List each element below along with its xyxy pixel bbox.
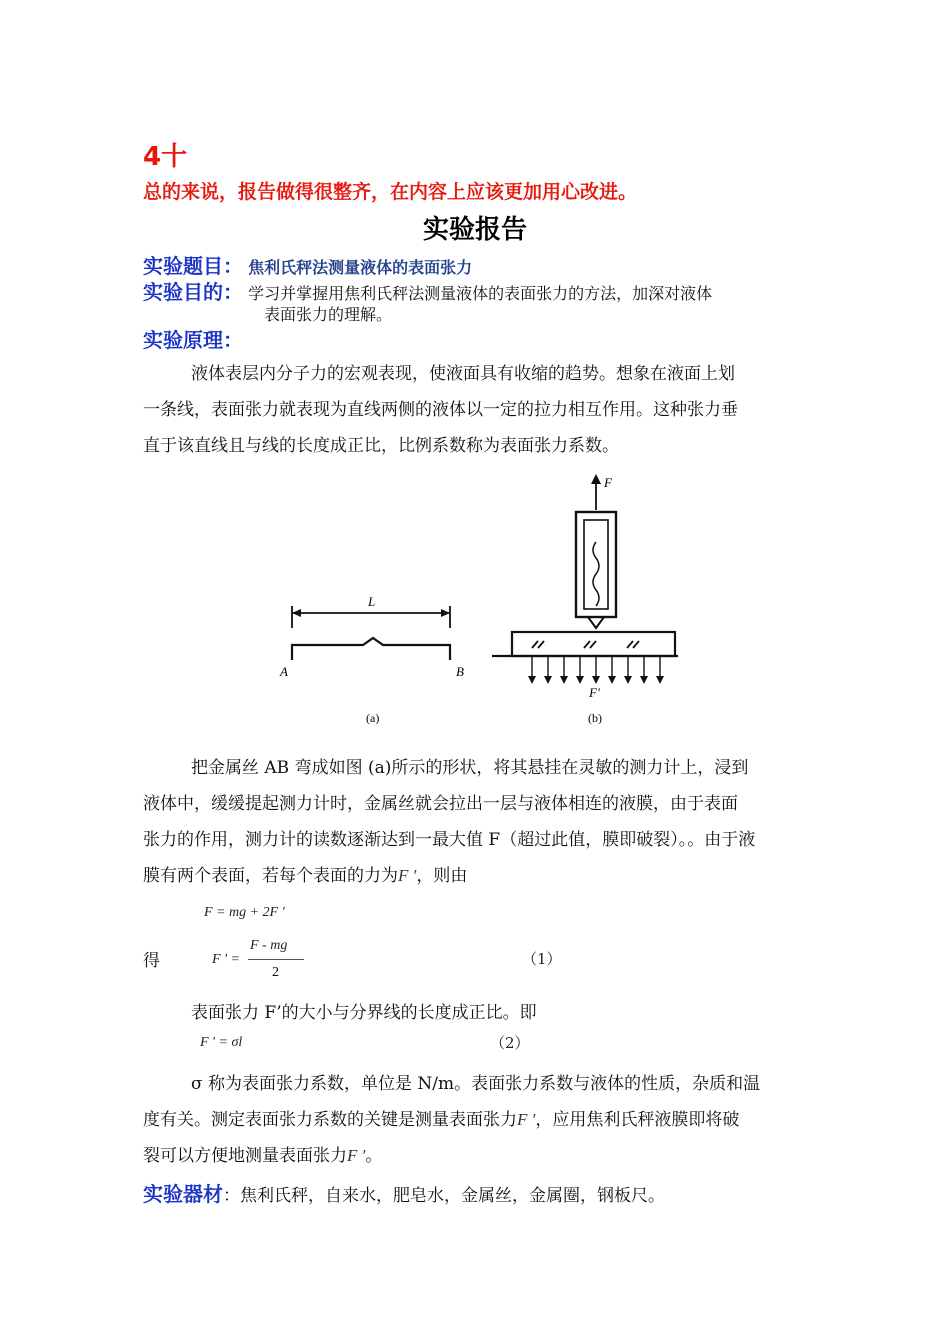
purpose-row	[143, 276, 712, 305]
purpose-line2: 表面张力的理解。	[264, 305, 393, 324]
figure-surface-tension	[270, 470, 690, 735]
caption-a: (a)	[366, 711, 380, 725]
topic-value: 焦利氏秤法测量液体的表面张力	[248, 258, 473, 277]
para2-last-text: 膜有两个表面，若每个表面的力为	[143, 866, 398, 886]
equation-1-denominator: 2	[272, 965, 279, 980]
para4-text: 度有关。测定表面张力系数的关键是测量表面张力	[143, 1110, 517, 1130]
equipment-colon: ：	[223, 1186, 240, 1206]
purpose-line1: 学习并掌握用焦利氏秤法测量液体的表面张力的方法，加深对液体	[248, 284, 713, 303]
fraction-bar	[248, 959, 304, 960]
label-L: L	[368, 594, 376, 609]
label-F: F	[604, 475, 612, 490]
purpose-label: 实验目的：	[143, 280, 243, 304]
equation-0: F = mg + 2F '	[204, 905, 285, 920]
para2-line: 张力的作用，测力计的读数逐渐达到一最大值 F（超过此值，膜即破裂）。。由于液	[143, 830, 756, 850]
para1-line: 直于该直线且与线的长度成正比，比例系数称为表面张力系数。	[143, 436, 619, 456]
principle-para2	[143, 750, 813, 894]
para4-line	[143, 1102, 813, 1138]
equipment-label: 实验器材	[143, 1182, 223, 1206]
grade: 4十	[143, 142, 188, 172]
equation-1-lhs: F ' =	[212, 952, 240, 967]
para4-text: 裂可以方便地测量表面张力	[143, 1146, 347, 1166]
principle-para3: 表面张力 F’的大小与分界线的长度成正比。即	[191, 1003, 537, 1023]
wire-ab	[292, 638, 450, 660]
equation-2-number: （2）	[490, 1034, 530, 1052]
symbol-fprime: F ′	[517, 1110, 536, 1129]
teacher-comment: 总的来说，报告做得很整齐，在内容上应该更加用心改进。	[143, 181, 638, 203]
para1-line: 一条线，表面张力就表现为直线两侧的液体以一定的拉力相互作用。这种张力垂	[143, 400, 738, 420]
equipment-row	[143, 1178, 665, 1207]
para2-line: 液体中，缓缓提起测力计时，金属丝就会拉出一层与液体相连的液膜，由于表面	[143, 794, 738, 814]
para4-line	[143, 1138, 813, 1174]
equation-1-number: （1）	[522, 950, 562, 968]
principle-para4	[143, 1066, 813, 1174]
label-Fprime: F'	[589, 685, 600, 700]
para4-line: σ 称为表面张力系数，单位是 N/m。表面张力系数与液体的性质，杂质和温	[191, 1074, 761, 1094]
label-A: A	[280, 664, 288, 679]
principle-label: 实验原理：	[143, 328, 243, 352]
para2-last-end: ，则由	[416, 866, 468, 886]
principle-para1	[143, 356, 813, 464]
para2-line	[143, 858, 813, 894]
para4-text: 。	[365, 1146, 383, 1166]
symbol-fprime: F ′	[398, 866, 417, 885]
caption-b: (b)	[588, 711, 602, 725]
topic-row	[143, 250, 472, 279]
topic-label: 实验题目：	[143, 254, 243, 278]
equation-1-numerator: F - mg	[250, 938, 288, 953]
para2-line: 把金属丝 AB 弯成如图 (a)所示的形状，将其悬挂在灵敏的测力计上，浸到	[191, 758, 749, 778]
de-label: 得	[143, 951, 160, 971]
para1-line: 液体表层内分子力的宏观表现，使液面具有收缩的趋势。想象在液面上划	[191, 364, 735, 384]
label-B: B	[456, 664, 464, 679]
equation-2: F ' = σl	[200, 1035, 243, 1050]
para4-text: ，应用焦利氏秤液膜即将破	[535, 1110, 740, 1130]
symbol-fprime: F ′	[347, 1146, 366, 1165]
equipment-value: 焦利氏秤，自来水，肥皂水，金属丝，金属圈，钢板尺。	[240, 1186, 665, 1206]
report-title: 实验报告	[422, 215, 527, 245]
